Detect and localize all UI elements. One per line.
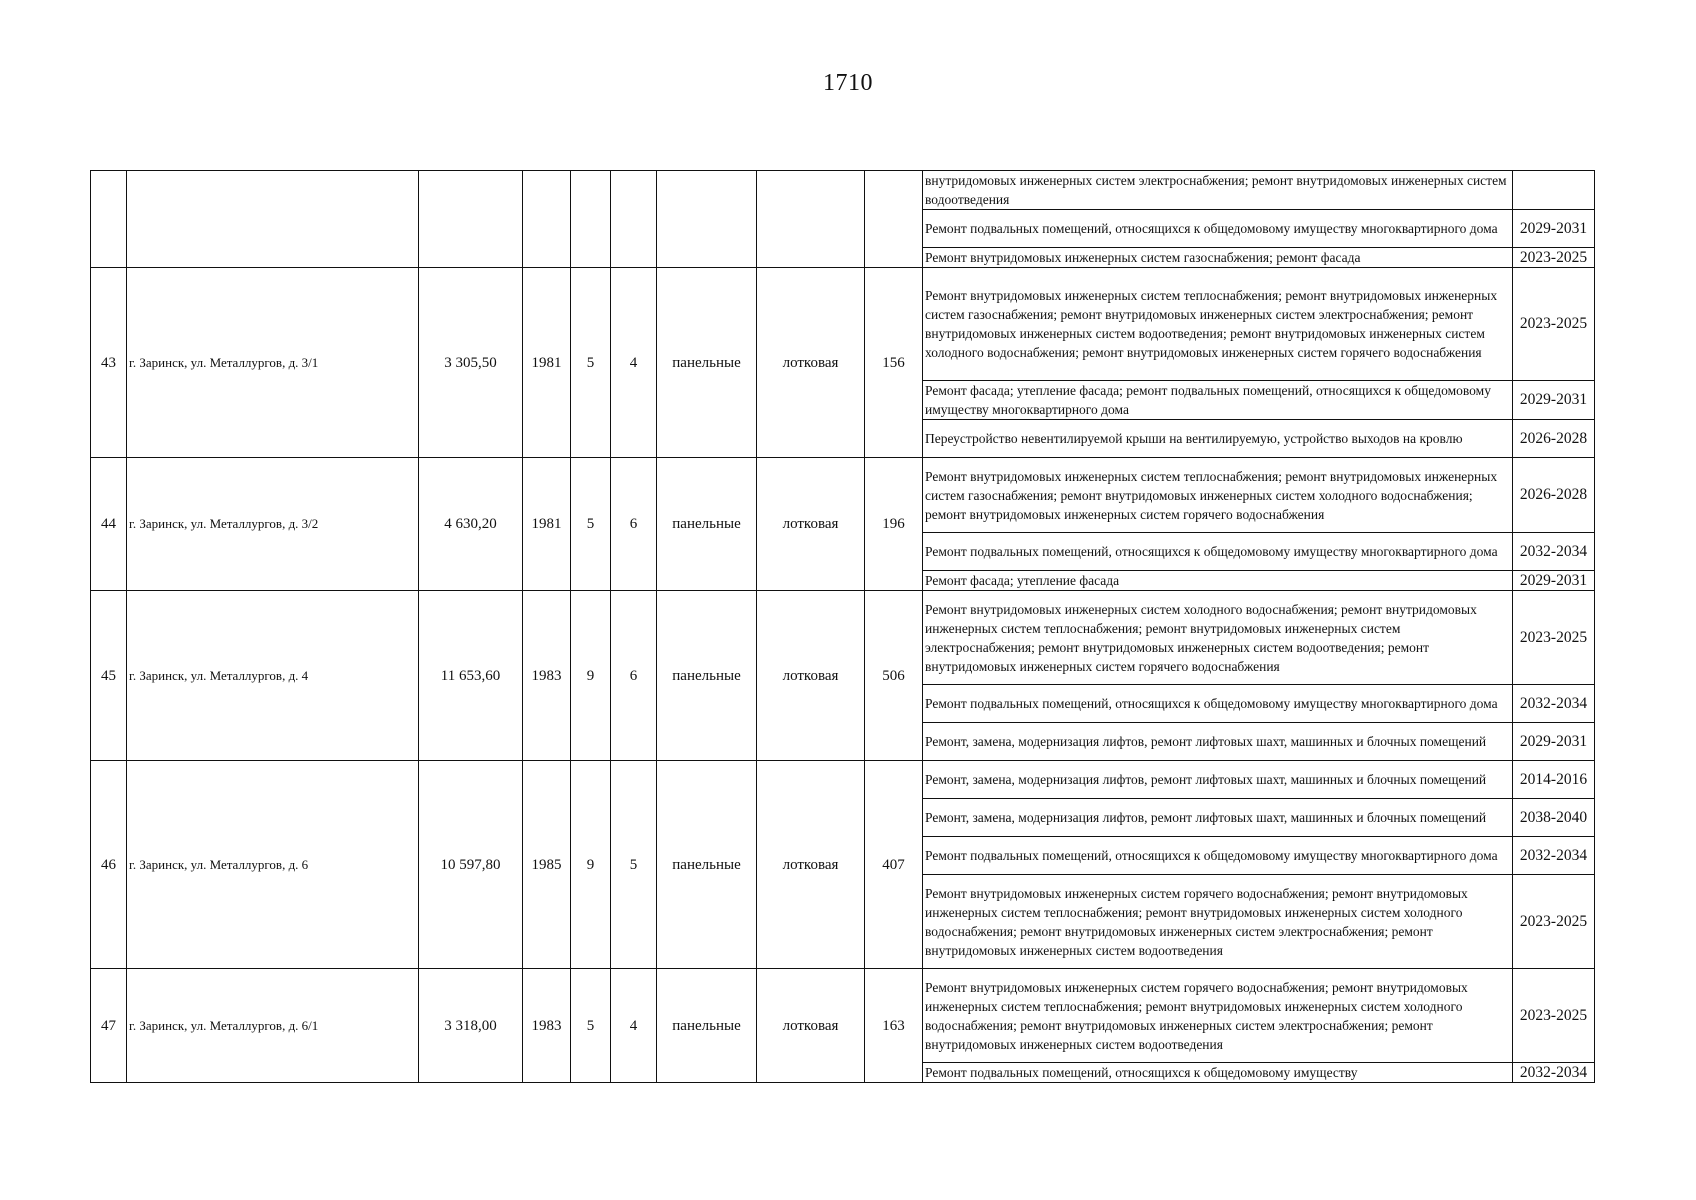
floors-cell: 5	[571, 268, 611, 458]
floors-cell: 9	[571, 761, 611, 969]
area-cell: 3 305,50	[419, 268, 523, 458]
work-description: внутридомовых инженерных систем электроснабжения; ремонт внутридомовых инженерных систем водоотведения	[923, 171, 1513, 210]
year-cell	[523, 171, 571, 268]
work-description: Ремонт внутридомовых инженерных систем теплоснабжения; ремонт внутридомовых инженерных систем газоснабжения; ремонт внутридомовых инженерных систем холодного водоснабжения; ремонт внутридомовых инженерных систем горячего водоснабжения	[923, 458, 1513, 533]
roof-type-cell: лотковая	[757, 761, 865, 969]
entrances-cell: 6	[611, 458, 657, 591]
work-description: Ремонт, замена, модернизация лифтов, ремонт лифтовых шахт, машинных и блочных помещений	[923, 799, 1513, 837]
work-description: Ремонт, замена, модернизация лифтов, ремонт лифтовых шахт, машинных и блочных помещений	[923, 761, 1513, 799]
work-description: Ремонт, замена, модернизация лифтов, ремонт лифтовых шахт, машинных и блочных помещений	[923, 723, 1513, 761]
work-period: 2023-2025	[1513, 591, 1595, 685]
work-period: 2029-2031	[1513, 210, 1595, 248]
floors-cell: 5	[571, 458, 611, 591]
residents-cell	[865, 171, 923, 268]
area-cell: 3 318,00	[419, 969, 523, 1083]
table-row	[91, 171, 1595, 210]
roof-type-cell: лотковая	[757, 458, 865, 591]
wall-material-cell: панельные	[657, 761, 757, 969]
table-row	[91, 969, 1595, 1063]
row-number	[91, 171, 127, 268]
residents-cell: 163	[865, 969, 923, 1083]
work-period: 2032-2034	[1513, 533, 1595, 571]
residents-cell: 196	[865, 458, 923, 591]
year-cell: 1983	[523, 591, 571, 761]
work-description: Ремонт внутридомовых инженерных систем горячего водоснабжения; ремонт внутридомовых инженерных систем теплоснабжения; ремонт внутридомовых инженерных систем холодного водоснабжения; ремонт внутридомовых инженерных систем электроснабжения; ремонт внутридомовых инженерных систем водоотведения	[923, 875, 1513, 969]
work-period: 2026-2028	[1513, 420, 1595, 458]
year-cell: 1981	[523, 268, 571, 458]
wall-material-cell: панельные	[657, 458, 757, 591]
page-number: 1710	[823, 70, 873, 96]
work-description: Ремонт подвальных помещений, относящихся к общедомовому имуществу многоквартирного дома	[923, 837, 1513, 875]
roof-type-cell: лотковая	[757, 268, 865, 458]
row-number: 43	[91, 268, 127, 458]
building-repair-table	[90, 170, 1595, 1083]
work-period: 2032-2034	[1513, 837, 1595, 875]
residents-cell: 156	[865, 268, 923, 458]
year-cell: 1981	[523, 458, 571, 591]
work-period: 2023-2025	[1513, 268, 1595, 381]
wall-material-cell	[657, 171, 757, 268]
work-description: Ремонт подвальных помещений, относящихся к общедомовому имуществу многоквартирного дома	[923, 685, 1513, 723]
work-period: 2023-2025	[1513, 969, 1595, 1063]
address-cell: г. Заринск, ул. Металлургов, д. 3/2	[127, 458, 419, 591]
work-description: Ремонт внутридомовых инженерных систем горячего водоснабжения; ремонт внутридомовых инженерных систем теплоснабжения; ремонт внутридомовых инженерных систем холодного водоснабжения; ремонт внутридомовых инженерных систем электроснабжения; ремонт внутридомовых инженерных систем водоотведения	[923, 969, 1513, 1063]
work-period: 2023-2025	[1513, 875, 1595, 969]
residents-cell: 506	[865, 591, 923, 761]
roof-type-cell: лотковая	[757, 591, 865, 761]
entrances-cell: 5	[611, 761, 657, 969]
work-description: Ремонт внутридомовых инженерных систем теплоснабжения; ремонт внутридомовых инженерных систем газоснабжения; ремонт внутридомовых инженерных систем электроснабжения; ремонт внутридомовых инженерных систем водоотведения; ремонт внутридомовых инженерных систем холодного водоснабжения; ремонт внутридомовых инженерных систем горячего водоснабжения	[923, 268, 1513, 381]
work-description: Ремонт внутридомовых инженерных систем холодного водоснабжения; ремонт внутридомовых инженерных систем теплоснабжения; ремонт внутридомовых инженерных систем электроснабжения; ремонт внутридомовых инженерных систем водоотведения; ремонт внутридомовых инженерных систем горячего водоснабжения	[923, 591, 1513, 685]
area-cell: 10 597,80	[419, 761, 523, 969]
work-description: Ремонт фасада; утепление фасада	[923, 571, 1513, 591]
residents-cell: 407	[865, 761, 923, 969]
wall-material-cell: панельные	[657, 268, 757, 458]
roof-type-cell	[757, 171, 865, 268]
work-description: Переустройство невентилируемой крыши на вентилируемую, устройство выходов на кровлю	[923, 420, 1513, 458]
work-period: 2029-2031	[1513, 723, 1595, 761]
floors-cell: 9	[571, 591, 611, 761]
work-period: 2038-2040	[1513, 799, 1595, 837]
address-cell: г. Заринск, ул. Металлургов, д. 6/1	[127, 969, 419, 1083]
row-number: 45	[91, 591, 127, 761]
entrances-cell: 6	[611, 591, 657, 761]
work-period: 2032-2034	[1513, 1063, 1595, 1083]
work-description: Ремонт подвальных помещений, относящихся к общедомовому имуществу многоквартирного дома	[923, 533, 1513, 571]
year-cell: 1985	[523, 761, 571, 969]
entrances-cell: 4	[611, 268, 657, 458]
address-cell: г. Заринск, ул. Металлургов, д. 4	[127, 591, 419, 761]
address-cell: г. Заринск, ул. Металлургов, д. 3/1	[127, 268, 419, 458]
work-period: 2029-2031	[1513, 381, 1595, 420]
table-row	[91, 268, 1595, 381]
work-description: Ремонт подвальных помещений, относящихся к общедомовому имуществу	[923, 1063, 1513, 1083]
table-row	[91, 458, 1595, 533]
area-cell: 11 653,60	[419, 591, 523, 761]
floors-cell: 5	[571, 969, 611, 1083]
entrances-cell: 4	[611, 969, 657, 1083]
wall-material-cell: панельные	[657, 591, 757, 761]
work-description: Ремонт подвальных помещений, относящихся к общедомовому имуществу многоквартирного дома	[923, 210, 1513, 248]
floors-cell	[571, 171, 611, 268]
area-cell	[419, 171, 523, 268]
table-row	[91, 591, 1595, 685]
year-cell: 1983	[523, 969, 571, 1083]
address-cell: г. Заринск, ул. Металлургов, д. 6	[127, 761, 419, 969]
work-period: 2026-2028	[1513, 458, 1595, 533]
row-number: 46	[91, 761, 127, 969]
wall-material-cell: панельные	[657, 969, 757, 1083]
address-cell	[127, 171, 419, 268]
entrances-cell	[611, 171, 657, 268]
work-period	[1513, 171, 1595, 210]
work-period: 2023-2025	[1513, 248, 1595, 268]
work-description: Ремонт фасада; утепление фасада; ремонт подвальных помещений, относящихся к общедомовому имуществу многоквартирного дома	[923, 381, 1513, 420]
area-cell: 4 630,20	[419, 458, 523, 591]
table-body	[91, 171, 1595, 1083]
table-row	[91, 761, 1595, 799]
roof-type-cell: лотковая	[757, 969, 865, 1083]
work-period: 2014-2016	[1513, 761, 1595, 799]
work-period: 2032-2034	[1513, 685, 1595, 723]
row-number: 44	[91, 458, 127, 591]
work-description: Ремонт внутридомовых инженерных систем газоснабжения; ремонт фасада	[923, 248, 1513, 268]
work-period: 2029-2031	[1513, 571, 1595, 591]
row-number: 47	[91, 969, 127, 1083]
